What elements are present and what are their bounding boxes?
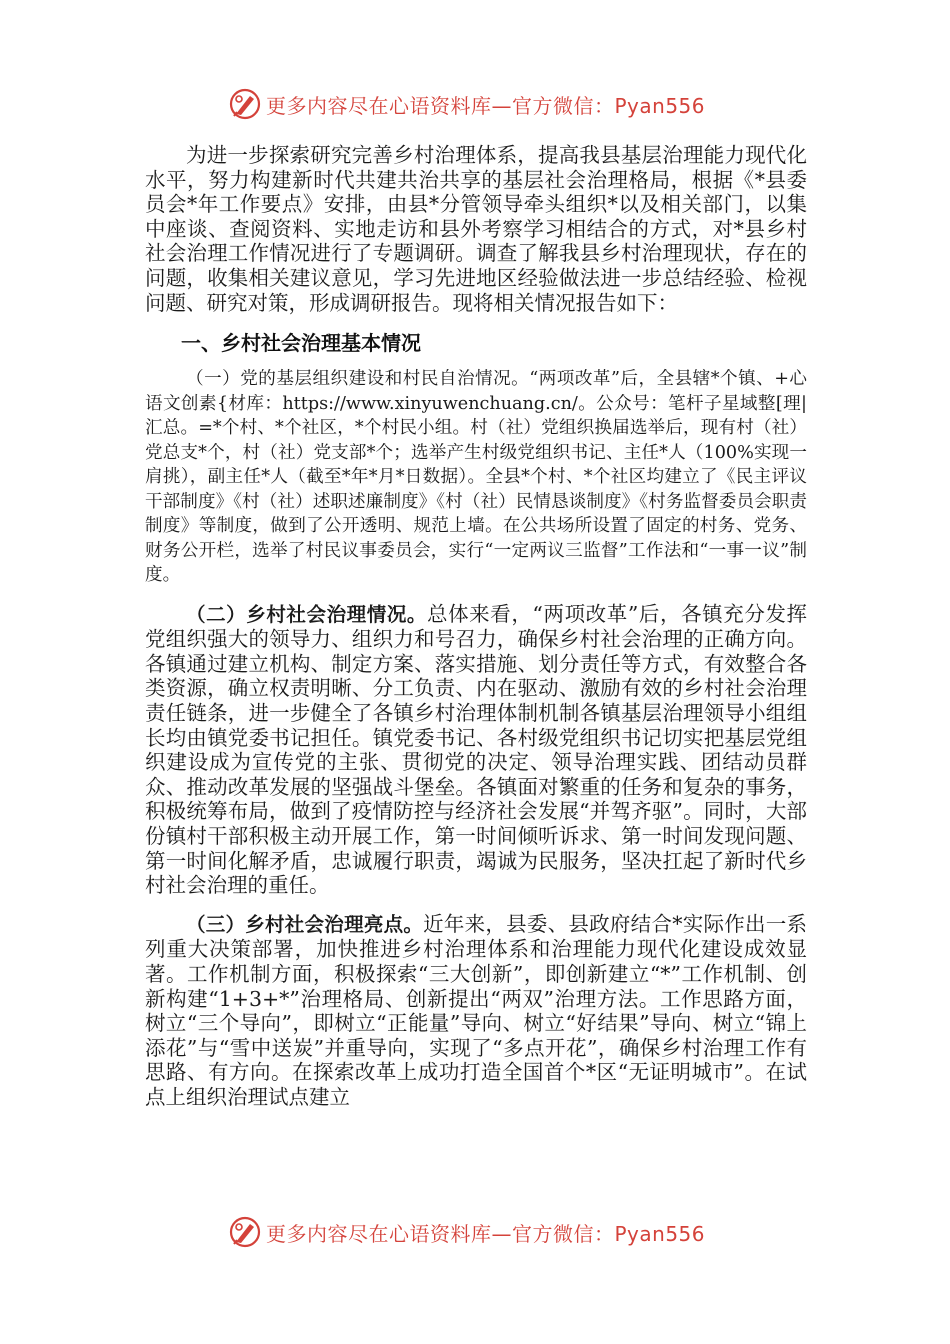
pen-nib-logo-icon bbox=[228, 87, 262, 121]
footer-banner bbox=[0, 1214, 950, 1250]
header-banner bbox=[0, 86, 950, 122]
paragraph-party-organization: （一）党的基层组织建设和村民自治情况。“两项改革”后，全县辖*个镇、+心语文创素{材库：https://www.xinyuwenchuang.cn/。公众号：笔杆子星域整[理|汇总。=*个村、*个社区，*个村民小组。村（社）党组织换届选举后，现有村（社）党总支*个，村（社）党支部*个；选举产生村级党组织书记、主任*人（100%实现一肩挑），副主任*人（截至*年*月*日数据）。全县*个村、*个社区均建立了《民主评议干部制度》《村（社）述职述廉制度》《村（社）民情恳谈制度》《村务监督委员会职责制度》等制度，做到了公开透明、规范上墙。在公共场所设置了固定的村务、党务、财务公开栏，选举了村民议事委员会，实行“一定两议三监督”工作法和“一事一议”制度。 bbox=[145, 369, 807, 586]
header-banner-text: 更多内容尽在心语资料库—官方微信：Pyan556 bbox=[266, 93, 706, 118]
pen-nib-logo-icon bbox=[228, 1215, 262, 1249]
paragraph-governance-highlights: （三）乡村社会治理亮点。近年来，县委、县政府结合*实际作出一系列重大决策部署，加快推进乡村治理体系和治理能力现代化建设成效显著。工作机制方面，积极探索“三大创新”，即创新建立“*”工作机制、创新构建“1+3+*”治理格局、创新提出“两双”治理方法。工作思路方面，树立“三个导向”，即树立“正能量”导向、树立“好结果”导向、树立“锦上添花”与“雪中送炭”并重导向，实现了“多点开花”，确保乡村治理工作有思路、有方向。在探索改革上成功打造全国首个*区“无证明城市”。在试点上组织治理试点建立 bbox=[145, 911, 807, 1109]
wechat-handle: Pyan556 bbox=[614, 1221, 706, 1246]
document-body bbox=[145, 143, 807, 1110]
section-heading: 一、乡村社会治理基本情况 bbox=[181, 331, 421, 356]
subheading-governance-highlights: （三）乡村社会治理亮点。 bbox=[186, 912, 424, 936]
wechat-handle: Pyan556 bbox=[614, 93, 706, 118]
paragraph-governance-status: （二）乡村社会治理情况。总体来看，“两项改革”后，各镇充分发挥党组织强大的领导力、组织力和号召力，确保乡村社会治理的正确方向。各镇通过建立机构、制定方案、落实措施、划分责任等方式，有效整合各类资源，确立权责明晰、分工负责、内在驱动、激励有效的乡村社会治理责任链条，进一步健全了各镇乡村治理体制机制各镇基层治理领导小组组长均由镇党委书记担任。镇党委书记、各村级党组织书记切实把基层党组织建设成为宣传党的主张、贯彻党的决定、领导治理实践、团结动员群众、推动改革发展的坚强战斗堡垒。各镇面对繁重的任务和复杂的事务，积极统筹布局，做到了疫情防控与经济社会发展“并驾齐驱”。同时，大部份镇村干部积极主动开展工作，第一时间倾听诉求、第一时间发现问题、第一时间化解矛盾，忠诚履行职责，竭诚为民服务，坚决扛起了新时代乡村社会治理的重任。 bbox=[145, 601, 807, 898]
intro-paragraph: 为进一步探索研究完善乡村治理体系，提高我县基层治理能力现代化水平，努力构建新时代共建共治共享的基层社会治理格局，根据《*县委员会*年工作要点》安排，由县*分管领导牵头组织*以及相关部门，以集中座谈、查阅资料、实地走访和县外考察学习相结合的方式，对*县乡村社会治理工作情况进行了专题调研。调查了解我县乡村治理现状，存在的问题，收集相关建议意见，学习先进地区经验做法进一步总结经验、检视问题、研究对策，形成调研报告。现将相关情况报告如下： bbox=[145, 143, 807, 315]
footer-banner-text: 更多内容尽在心语资料库—官方微信：Pyan556 bbox=[266, 1221, 706, 1246]
subheading-governance-status: （二）乡村社会治理情况。 bbox=[186, 602, 428, 626]
